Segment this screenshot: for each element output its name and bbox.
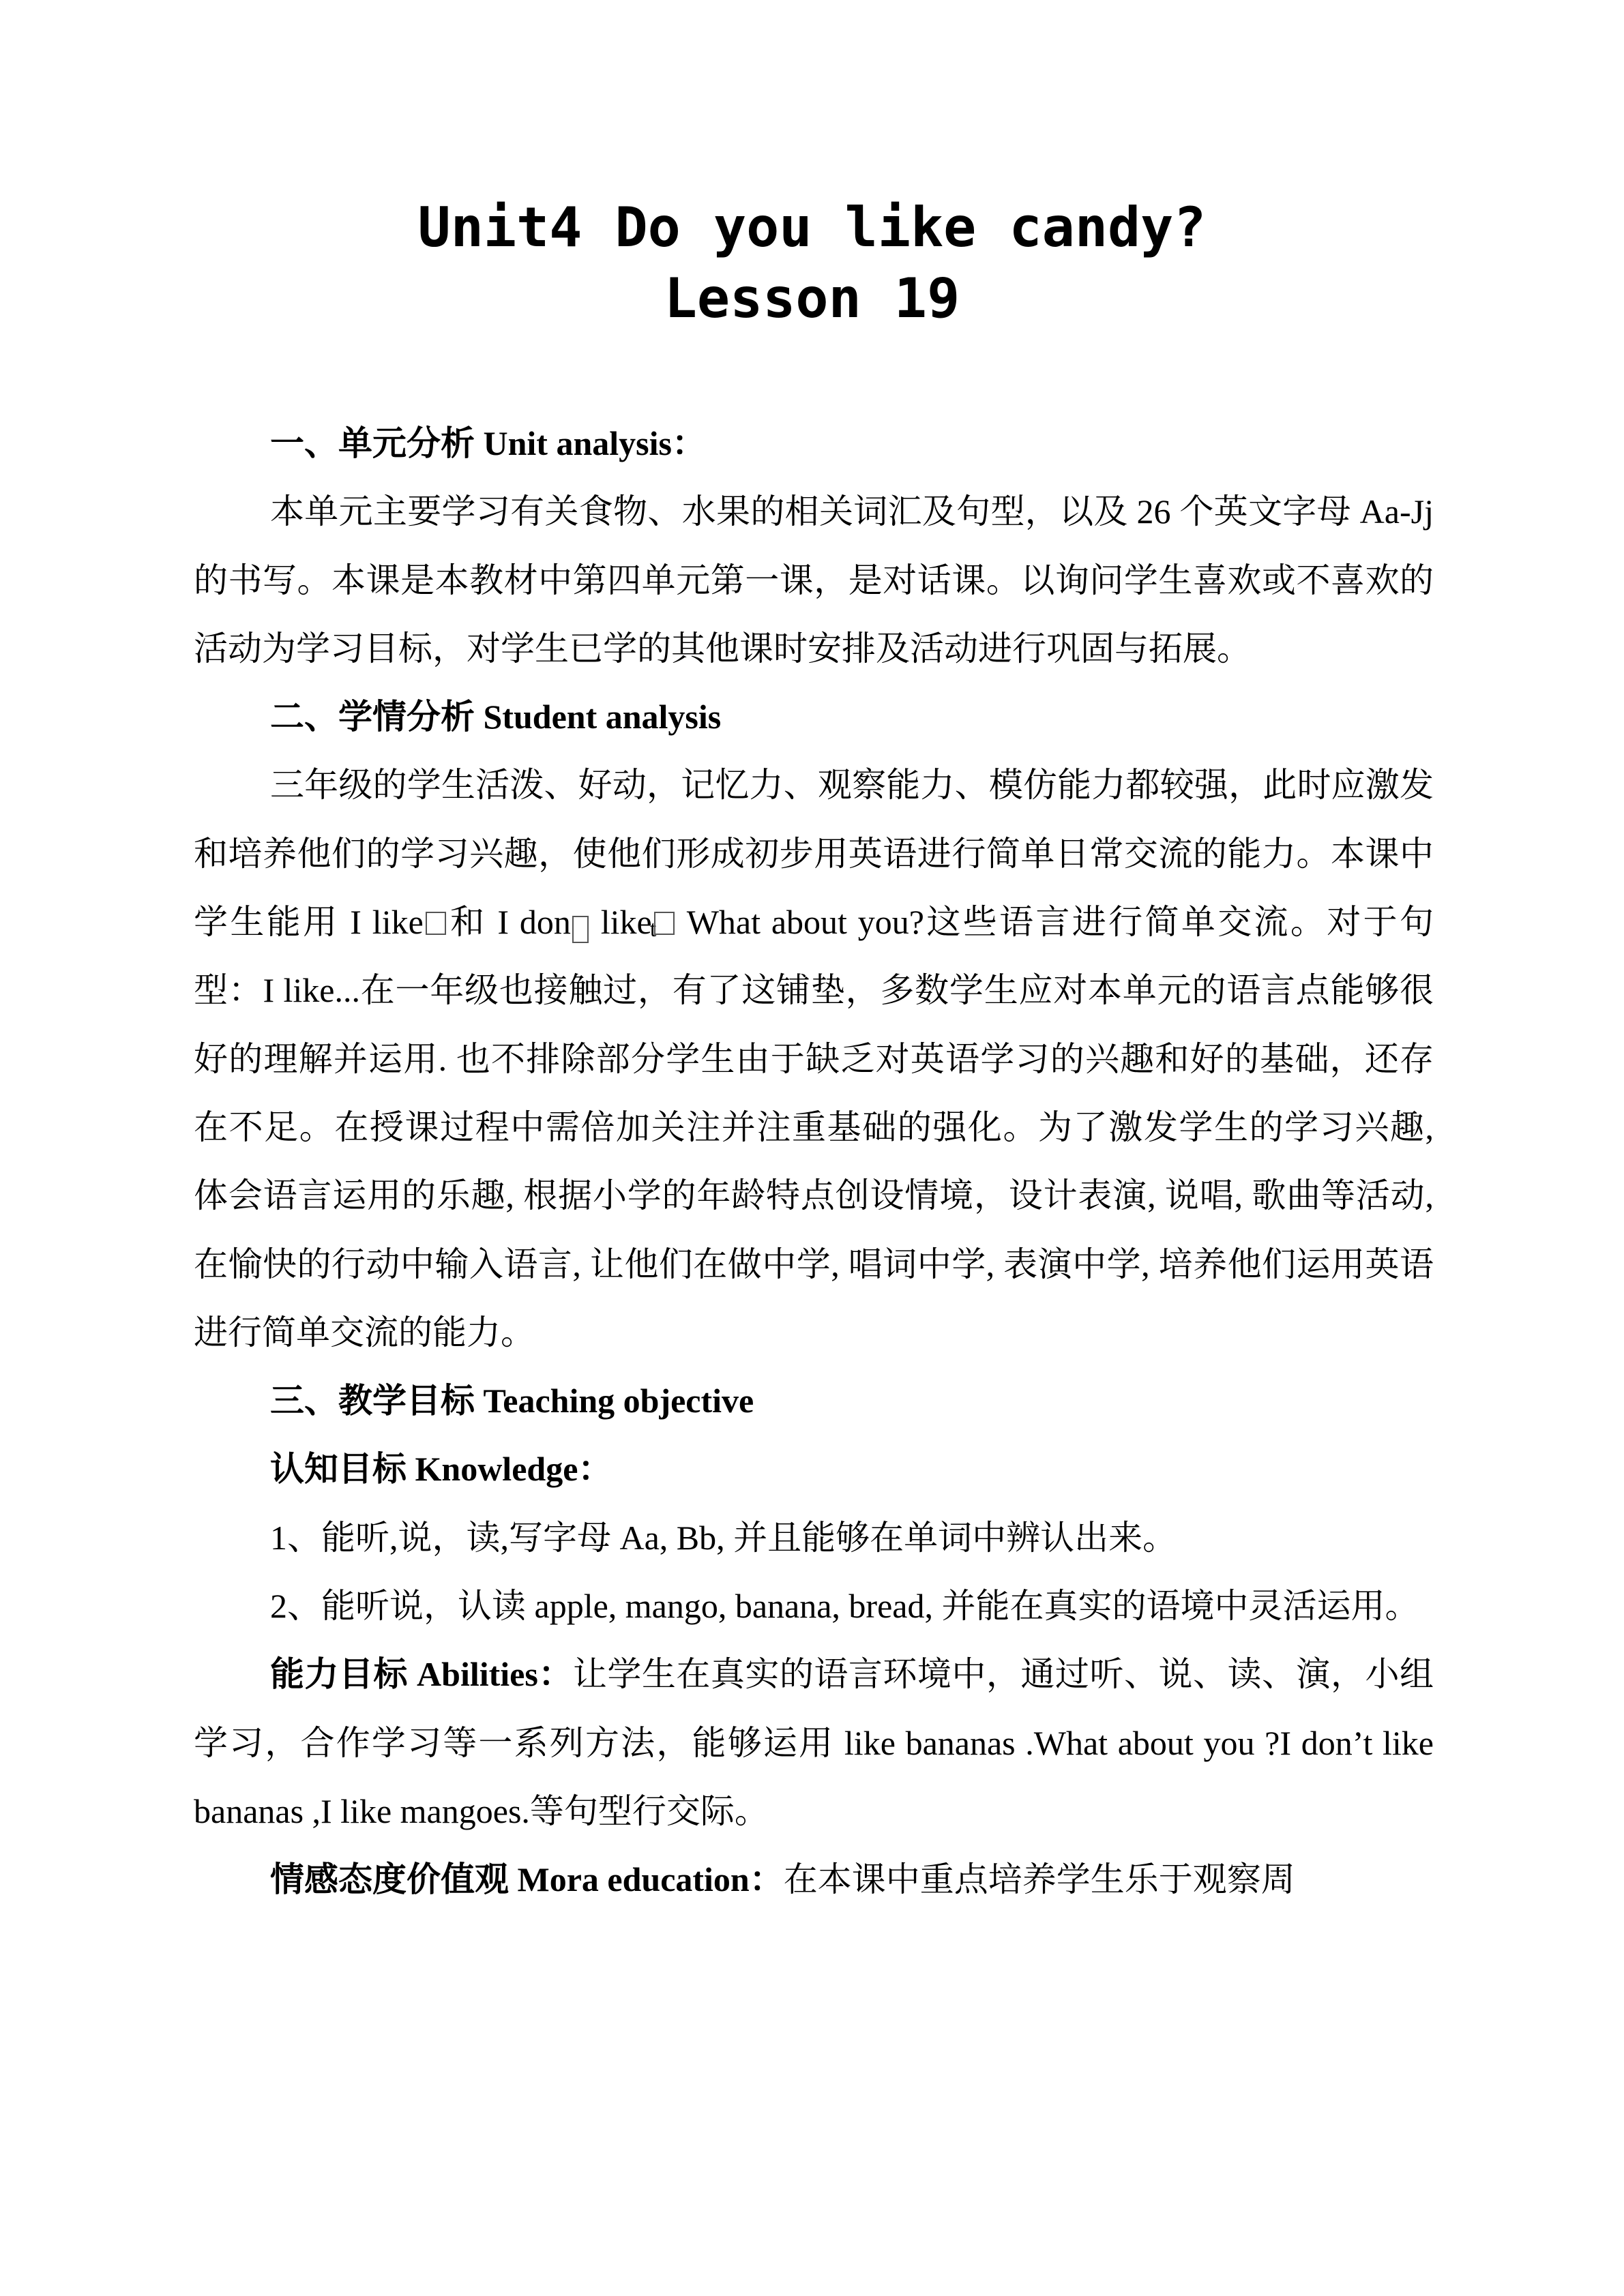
abilities-text: 让学生在真实的语言环境中，通过听、说、读、演，小组学习，合作学习等一系列方法，能够运用 like bananas .What about you ?I don’t like bananas ,I like mangoes.等句型行交际。 — [194, 1655, 1434, 1830]
student-analysis-text-a: 三年级的学生活泼、好动，记忆力、观察能力、模仿能力都较强，此时应激发和培养他们的学习兴趣，使他们形成初步用英语进行简单日常交流的能力。本课中学生能用 I like — [194, 766, 1434, 942]
knowledge-item-2: 2、能听说，认读 apple, mango, banana, bread, 并能在真实的语境中灵活运用。 — [270, 1587, 1419, 1626]
knowledge-item-1: 1、能听,说，读,写字母 Aa, Bb, 并且能够在单词中辨认出来。 — [270, 1518, 1177, 1557]
document-title — [0, 192, 1624, 334]
paragraph-moral-education — [194, 1845, 1434, 1913]
student-analysis-text-c: like — [589, 903, 652, 942]
student-analysis-text-d: What about you?这些语言进行简单交流。对于句型：I like...在一年级也接触过，有了这铺垫，多数学生应对本单元的语言点能够很好的理解并运用. 也不排除部分学生由于缺乏对英语学习的兴趣和好的基础，还存在不足。在授课过程中需倍加关注并注重基础的强化。为了激发学生的学习兴趣, 体会语言运用的乐趣, 根据小学的年龄特点创设情境，设计表演, 说唱, 歌曲等活动, 在愉快的行动中输入语言, 让他们在做中学, 唱词中学, 表演中学, 培养他们运用英语进行简单交流的能力。 — [194, 903, 1434, 1352]
missing-glyph-box — [654, 912, 675, 935]
title-line-lesson: Lesson 19 — [664, 267, 960, 330]
missing-glyph-box-letter: t — [572, 916, 589, 943]
paragraph-student-analysis — [194, 751, 1434, 1367]
abilities-label: 能力目标 Abilities： — [270, 1655, 573, 1694]
heading-knowledge: 认知目标 Knowledge： — [270, 1450, 612, 1489]
heading-student-analysis: 二、学情分析 Student analysis — [270, 698, 722, 736]
moral-education-label: 情感态度价值观 Mora education： — [270, 1860, 784, 1899]
heading-unit-analysis: 一、单元分析 Unit analysis： — [270, 424, 706, 462]
paragraph-unit-analysis: 本单元主要学习有关食物、水果的相关词汇及句型，以及 26 个英文字母 Aa-Jj 的书写。本课是本教材中第四单元第一课，是对话课。以询问学生喜欢或不喜欢的活动为学习目标，对学生已学的其他课时安排及活动进行巩固与拓展。 — [194, 492, 1434, 668]
document-body — [194, 409, 1434, 1914]
missing-glyph-box — [426, 912, 446, 935]
moral-education-text: 在本课中重点培养学生乐于观察周 — [783, 1860, 1295, 1899]
student-analysis-text-b: 和 I don — [447, 903, 571, 942]
paragraph-abilities — [194, 1640, 1434, 1845]
title-line-unit: Unit4 Do you like candy? — [417, 196, 1207, 259]
heading-teaching-objective: 三、教学目标 Teaching objective — [270, 1382, 754, 1420]
